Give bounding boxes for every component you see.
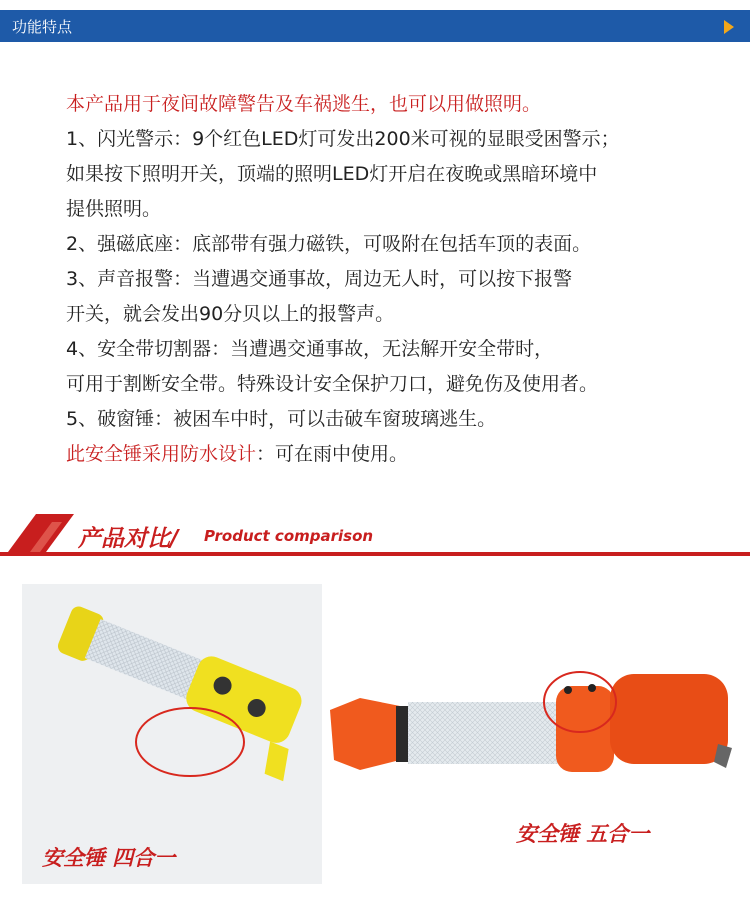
feature-line: 如果按下照明开关，顶端的照明LED灯开启在夜晚或黑暗环境中: [66, 163, 598, 185]
comparison-header: [0, 510, 750, 558]
feature-line: 2、强磁底座：底部带有强力磁铁，可吸附在包括车顶的表面。: [66, 233, 592, 255]
product-label-four-in-one: 安全锤 四合一: [42, 846, 176, 870]
feature-line: 1、闪光警示：9个红色LED灯可发出200米可视的显眼受困警示；: [66, 128, 620, 150]
feature-line: 4、安全带切割器：当遭遇交通事故，无法解开安全带时，: [66, 338, 554, 360]
comparison-subtitle: Product comparison: [204, 527, 374, 545]
arrow-right-icon: [724, 20, 734, 34]
comparison-title: 产品对比/: [78, 526, 179, 552]
section-title: 功能特点: [12, 18, 73, 36]
intro-text: 本产品用于夜间故障警告及车祸逃生，也可以用做照明。: [66, 93, 542, 115]
feature-line: 可用于割断安全带。特殊设计安全保护刀口，避免伤及使用者。: [66, 373, 599, 395]
waterproof-highlight: 此安全锤采用防水设计: [66, 443, 257, 465]
product-image-four-in-one: [22, 584, 322, 884]
product-label-five-in-one: 安全锤 五合一: [516, 822, 650, 846]
safety-hammer-yellow-image: [22, 584, 322, 884]
feature-line: 5、破窗锤：被困车中时，可以击破车窗玻璃逃生。: [66, 408, 497, 430]
waterproof-text: ：可在雨中使用。: [256, 443, 409, 465]
feature-list: [66, 87, 736, 472]
feature-line: 提供照明。: [66, 198, 162, 220]
product-image-five-in-one: [330, 640, 740, 846]
section-header-bar: [0, 10, 750, 42]
safety-hammer-orange-image: [330, 640, 740, 800]
feature-line: 3、声音报警：当遭遇交通事故，周边无人时，可以按下报警: [66, 268, 573, 290]
feature-line: 开关，就会发出90分贝以上的报警声。: [66, 303, 395, 325]
waterproof-line: [66, 437, 736, 472]
